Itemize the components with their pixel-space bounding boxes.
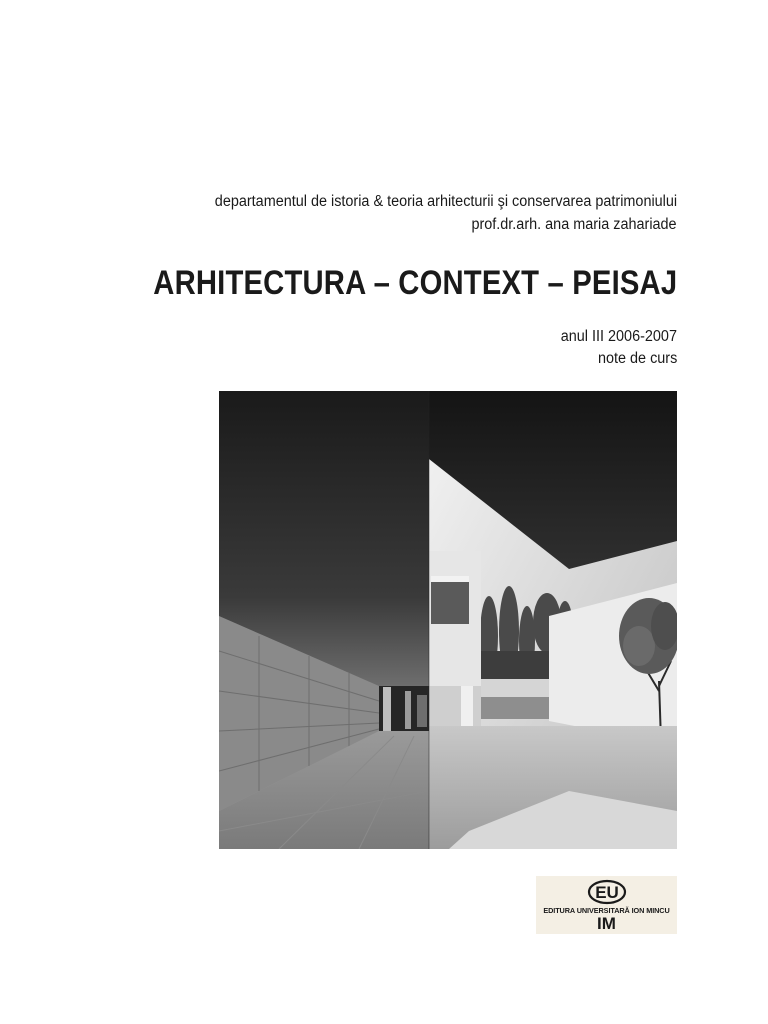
page-title: ARHITECTURA – CONTEXT – PEISAJ <box>153 264 677 302</box>
eu-logo-icon <box>586 879 628 905</box>
publisher-name: EDITURA UNIVERSITARĂ ION MINCU <box>543 906 670 915</box>
publisher-initials: IM <box>597 914 616 933</box>
logo-mark-text: EU <box>595 883 619 902</box>
department-line: departamentul de istoria & teoria arhitecturii şi conservarea patrimoniului <box>214 193 677 210</box>
professor-line: prof.dr.arh. ana maria zahariade <box>471 216 677 233</box>
cover-photograph <box>219 391 677 849</box>
publisher-logo <box>536 876 677 934</box>
course-notes-line: note de curs <box>597 350 677 367</box>
academic-year-line: anul III 2006-2007 <box>560 328 677 345</box>
